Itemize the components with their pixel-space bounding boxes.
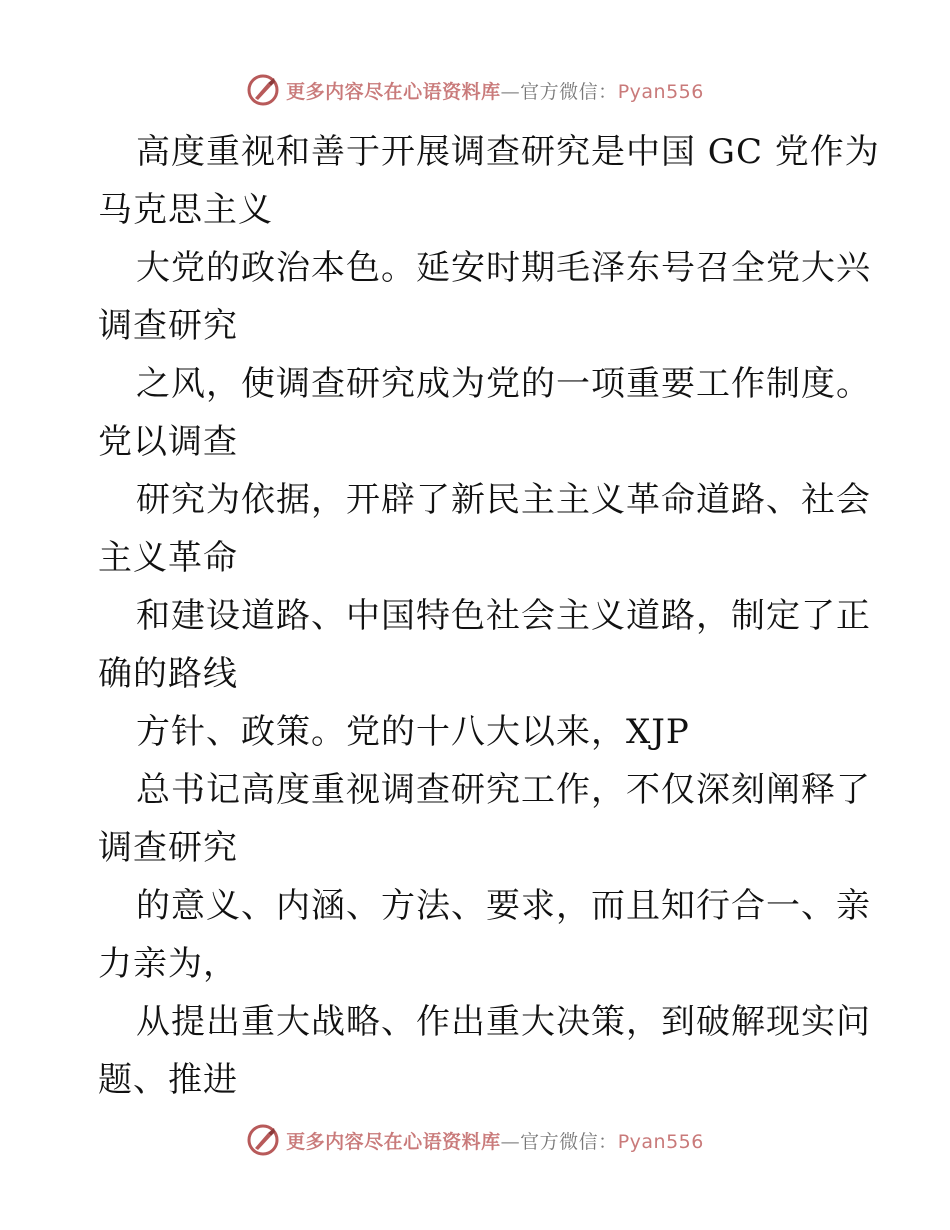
paragraph-line: 马克思主义 — [98, 190, 273, 230]
watermark-separator: — — [500, 80, 521, 103]
watermark-site-text: 更多内容尽在心语资料库 — [286, 1130, 501, 1153]
watermark-site-text: 更多内容尽在心语资料库 — [286, 80, 501, 103]
watermark-wechat-label: 官方微信： — [520, 80, 618, 103]
paragraph-line: 从提出重大战略、作出重大决策，到破解现实问 — [136, 1002, 871, 1042]
paragraph-1 — [98, 123, 880, 239]
paragraph-4 — [98, 471, 871, 587]
watermark-separator: — — [500, 1130, 521, 1153]
paragraph-2 — [98, 239, 871, 355]
paragraph-6 — [98, 703, 858, 761]
quill-pen-logo-icon — [246, 1123, 280, 1157]
paragraph-line: 之风，使调查研究成为党的一项重要工作制度。 — [136, 364, 871, 404]
paragraph-line: 方针、政策。党的十八大以来，XJP — [136, 712, 690, 752]
paragraph-line: 党以调查 — [98, 422, 238, 462]
paragraph-line: 和建设道路、中国特色社会主义道路，制定了正 — [136, 596, 871, 636]
paragraph-line: 研究为依据，开辟了新民主主义革命道路、社会 — [136, 480, 871, 520]
paragraph-line: 调查研究 — [98, 306, 238, 346]
paragraph-8 — [98, 877, 871, 993]
watermark-wechat-label: 官方微信： — [520, 1130, 618, 1153]
quill-pen-logo-icon — [246, 73, 280, 107]
paragraph-line: 题、推进 — [98, 1060, 238, 1100]
watermark-wechat-id: Pyan556 — [617, 1130, 704, 1153]
watermark-wechat-id: Pyan556 — [617, 80, 704, 103]
header-watermark — [0, 68, 950, 112]
paragraph-line: 的意义、内涵、方法、要求，而且知行合一、亲 — [136, 886, 871, 926]
document-body — [98, 123, 880, 1109]
footer-watermark — [0, 1118, 950, 1162]
watermark-text — [286, 77, 704, 104]
paragraph-line: 力亲为， — [98, 944, 238, 984]
paragraph-3 — [98, 355, 871, 471]
paragraph-line: 大党的政治本色。延安时期毛泽东号召全党大兴 — [136, 248, 871, 288]
paragraph-7 — [98, 761, 871, 877]
paragraph-line: 主义革命 — [98, 538, 238, 578]
paragraph-line: 总书记高度重视调查研究工作，不仅深刻阐释了 — [136, 770, 871, 810]
paragraph-5 — [98, 587, 871, 703]
paragraph-line: 高度重视和善于开展调查研究是中国 GC 党作为 — [136, 132, 880, 172]
paragraph-line: 调查研究 — [98, 828, 238, 868]
paragraph-line: 确的路线 — [98, 654, 238, 694]
paragraph-9 — [98, 993, 871, 1109]
watermark-text — [286, 1127, 704, 1154]
